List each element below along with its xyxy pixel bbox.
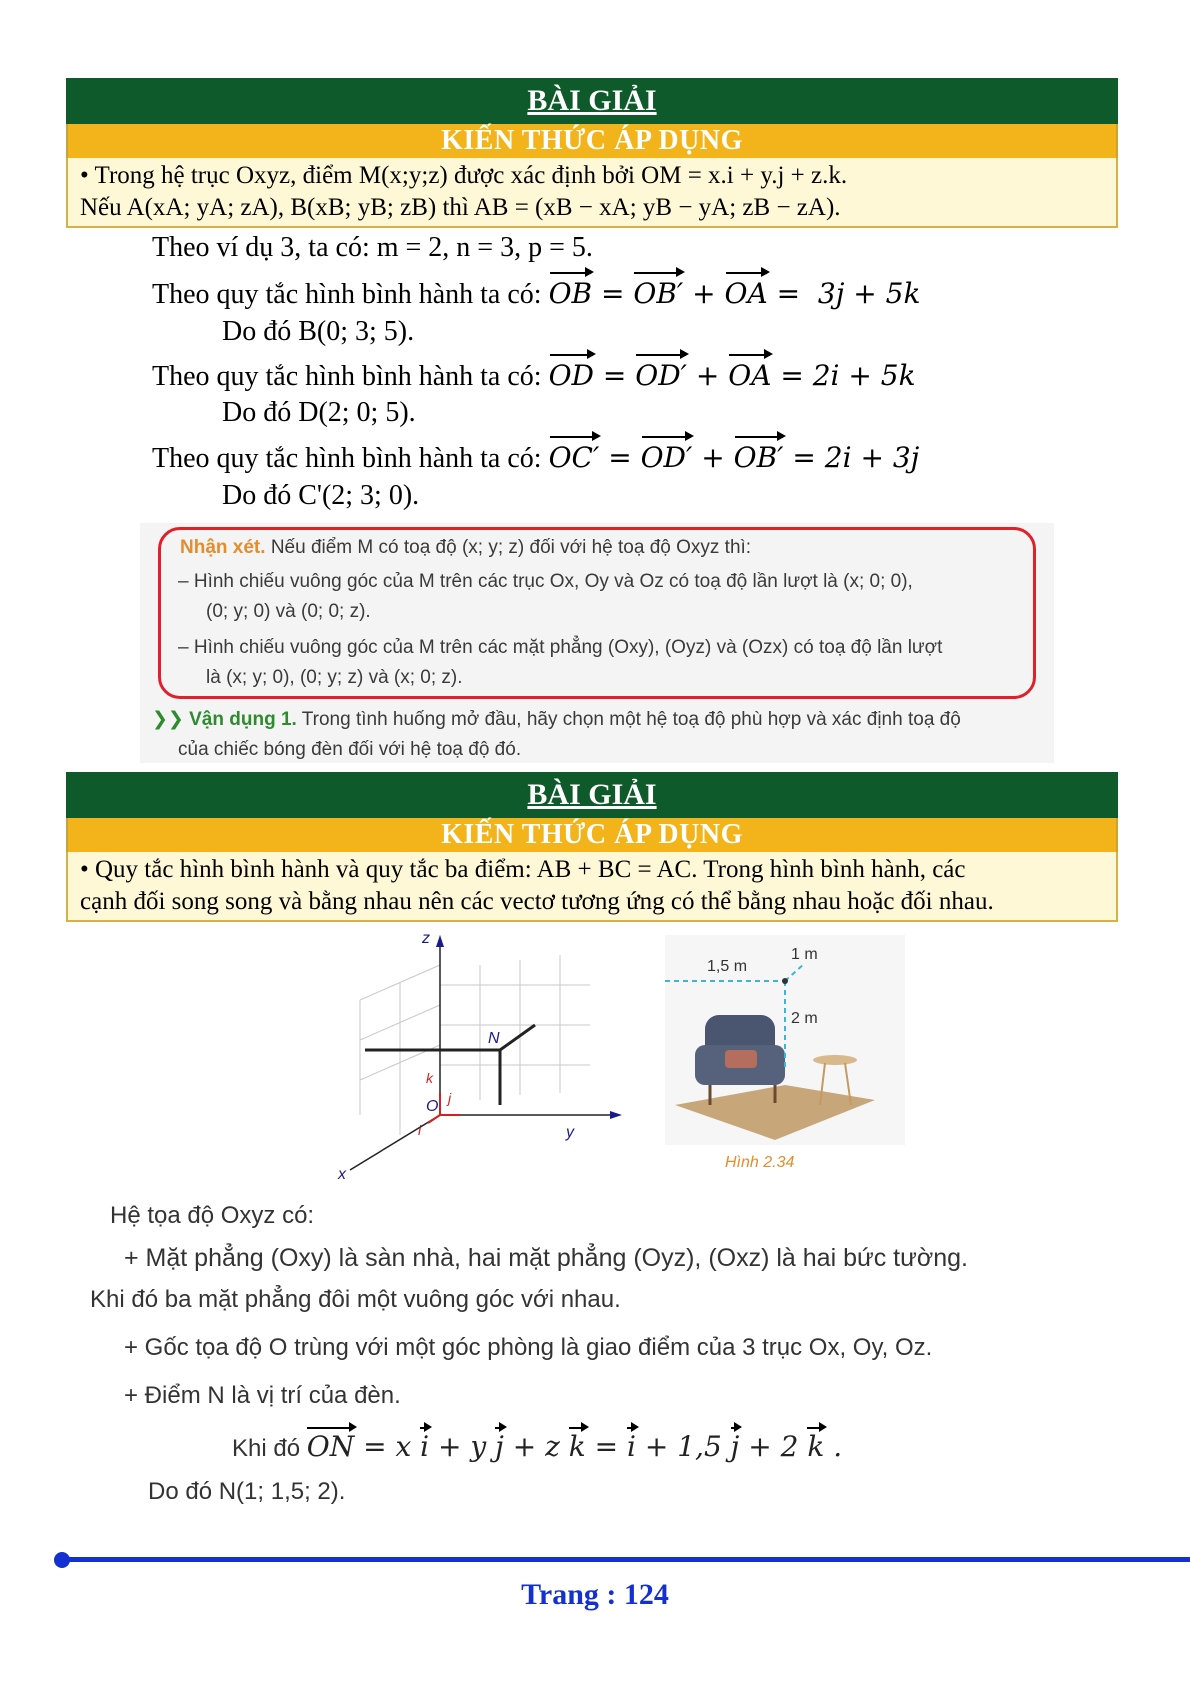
vector-oa: OA <box>725 274 768 314</box>
eq1-result: 3j + 5k <box>817 277 921 310</box>
knowledge-box-1 <box>66 158 1118 228</box>
solution-conclusion-c: Do đó C'(2; 3; 0). <box>222 480 420 511</box>
vector-od-prime: OD′ <box>635 356 687 396</box>
vector-oa: OA <box>728 356 771 396</box>
solution-line-example: Theo ví dụ 3, ta có: m = 2, n = 3, p = 5. <box>152 232 593 263</box>
dimension-1m: 1 m <box>791 946 818 963</box>
remark-bullet-2-line-1: – Hình chiếu vuông góc của M trên các mặt phẳng (Oxy), (Oyz) và (Ozx) có toạ độ lần lượt <box>178 637 943 658</box>
eq2-result: 2i + 5k <box>812 359 916 392</box>
solution-heading-2: BÀI GIẢI <box>66 772 1118 818</box>
apply-arrow-icon: ❯❯ <box>152 709 184 730</box>
dimension-1-5m: 1,5 m <box>707 958 748 975</box>
body-point-2: + Gốc tọa độ O trùng với một góc phòng là giao điểm của 3 trục Ox, Oy, Oz. <box>124 1334 933 1361</box>
vector-od: OD <box>549 356 594 396</box>
knowledge-2-line-1: • Quy tắc hình bình hành và quy tắc ba điểm: AB + BC = AC. Trong hình bình hành, các <box>80 856 966 883</box>
vector-ob-prime: OB′ <box>633 274 683 314</box>
origin-label: O <box>426 1098 439 1115</box>
remark-bullet-1-line-1: – Hình chiếu vuông góc của M trên các trục Ox, Oy và Oz có toạ độ lần lượt là (x; 0; 0), <box>178 571 913 592</box>
remark-text: Nếu điểm M có toạ độ (x; y; z) đối với hệ toạ độ Oxyz thì: <box>270 537 752 558</box>
body-point-3: + Điểm N là vị trí của đèn. <box>124 1382 401 1409</box>
knowledge-box-2 <box>66 852 1118 922</box>
knowledge-1-line-1: • Trong hệ trục Oxyz, điểm M(x;y;z) được xác định bởi OM = x.i + y.j + z.k. <box>80 162 848 189</box>
axes <box>350 945 615 1170</box>
vector-ob-prime: OB′ <box>734 438 784 478</box>
vector-ob: OB <box>549 274 593 314</box>
axis-x-label: x <box>338 1166 346 1183</box>
vector-k-label: k <box>426 1070 433 1086</box>
point-n-label: N <box>488 1030 500 1047</box>
page-number: Trang : 124 <box>521 1578 669 1611</box>
body-point-1-line-2: Khi đó ba mặt phẳng đôi một vuông góc với nhau. <box>90 1286 621 1313</box>
axis-z-label: z <box>422 930 430 947</box>
remark-heading <box>180 533 751 563</box>
lamp-point-icon <box>782 978 788 984</box>
solution-heading-1: BÀI GIẢI <box>66 78 1118 124</box>
vector-od-prime: OD′ <box>641 438 693 478</box>
dimension-2m: 2 m <box>791 1010 818 1027</box>
solution-conclusion-b: Do đó B(0; 3; 5). <box>222 316 415 347</box>
remark-label: Nhận xét. <box>180 537 266 558</box>
body-intro: Hệ tọa độ Oxyz có: <box>110 1202 315 1229</box>
solution-conclusion-d: Do đó D(2; 0; 5). <box>222 397 416 428</box>
body-result: Do đó N(1; 1,5; 2). <box>148 1478 346 1505</box>
apply-line-1 <box>152 705 961 735</box>
remark-bullet-1-line-2: (0; y; 0) và (0; 0; z). <box>206 601 371 622</box>
solution-equation-2: Theo quy tắc hình bình hành ta có: OD = OD′ + OA = 2i + 5k <box>152 356 916 397</box>
room-photo-figure <box>665 935 905 1185</box>
apply-text: Trong tình huống mở đầu, hãy chọn một hệ toạ độ phù hợp và xác định toạ độ <box>301 709 961 730</box>
solution-equation-3: Theo quy tắc hình bình hành ta có: OC′ = OD′ + OB′ = 2i + 3j <box>152 438 919 479</box>
eq3-result: 2i + 3j <box>824 441 920 474</box>
y-axis-arrow-icon <box>610 1111 622 1119</box>
footer-line <box>62 1557 1190 1562</box>
rule-text: Theo quy tắc hình bình hành ta có: <box>152 279 542 310</box>
remark-bullet-2-line-2: là (x; y; 0), (0; y; z) và (x; 0; z). <box>206 667 463 688</box>
knowledge-2-line-2: cạnh đối song song và bằng nhau nên các vectơ tương ứng có thể bằng nhau hoặc đối nhau. <box>80 888 994 915</box>
knowledge-1-line-2: Nếu A(xA; yA; zA), B(xB; yB; zB) thì AB = (xB − xA; yB − yA; zB − zA). <box>80 194 841 221</box>
knowledge-heading-2: KIẾN THỨC ÁP DỤNG <box>66 818 1118 852</box>
axis-y-label: y <box>566 1124 574 1141</box>
formula-line: Khi đó ON = x i + y j + z k = i + 1,5 j + 2 k . <box>232 1430 843 1463</box>
vector-on: ON <box>306 1430 355 1463</box>
textbook-excerpt <box>140 523 1054 763</box>
z-axis-arrow-icon <box>436 935 444 947</box>
figure-caption: Hình 2.34 <box>725 1154 795 1171</box>
rule-text: Theo quy tắc hình bình hành ta có: <box>152 361 542 392</box>
knowledge-heading-1: KIẾN THỨC ÁP DỤNG <box>66 124 1118 158</box>
vector-i-label: i <box>418 1122 422 1138</box>
apply-label: Vận dụng 1. <box>189 709 297 730</box>
rule-text: Theo quy tắc hình bình hành ta có: <box>152 443 542 474</box>
vector-j-label: j <box>448 1090 452 1106</box>
grid-lines <box>360 935 590 1135</box>
body-point-1-line-1: + Mặt phẳng (Oxy) là sàn nhà, hai mặt phẳng (Oyz), (Oxz) là hai bức tường. <box>124 1244 968 1272</box>
apply-line-2: của chiếc bóng đèn đối với hệ toạ độ đó. <box>178 739 522 760</box>
formula-prefix: Khi đó <box>232 1435 301 1462</box>
vector-oc-prime: OC′ <box>549 438 600 478</box>
coordinate-axes-figure <box>330 925 630 1183</box>
solution-equation-1: Theo quy tắc hình bình hành ta có: OB = OB′ + OA = 3j + 5k <box>152 274 920 315</box>
